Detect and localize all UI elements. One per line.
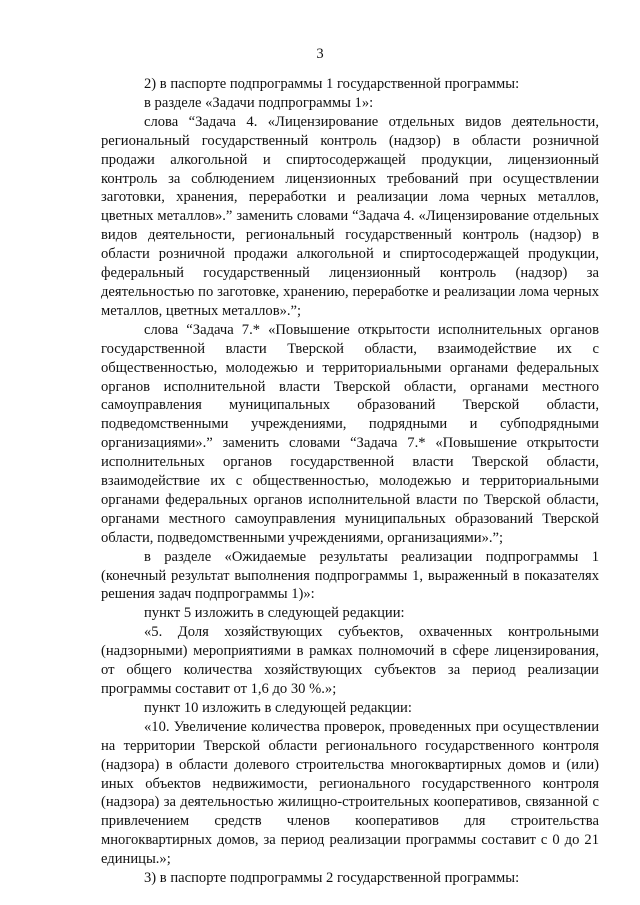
- page-number: 3: [316, 46, 324, 62]
- paragraph-task-7: слова “Задача 7.* «Повышение открытости исполнительных органов государственной власти Тверской области, взаимодействие их с общественностью, молодежью и территориальными органами федеральных органов исполнительной власти Тверской области, органами местного самоуправления муниципальных образований Тверской области, подведомственными учреждениями, подрядными и субподрядными организациями».” заменить словами “Задача 7.* «Повышение открытости исполнительных органов государственной власти Тверской области, взаимодействие их с общественностью, молодежью и территориальными органами федеральных органов исполнительной власти по Тверской области, органами местного самоуправления муниципальных образований Тверской области, подведомственными учреждениями, организациями».”;: [101, 321, 599, 546]
- document-body: [101, 75, 599, 888]
- paragraph-item-10-intro: пункт 10 изложить в следующей редакции:: [144, 699, 412, 716]
- paragraph-item-5-intro: пункт 5 изложить в следующей редакции:: [144, 605, 405, 622]
- paragraph-subprogram-1-passport: 2) в паспорте подпрограммы 1 государственной программы:: [144, 76, 520, 92]
- paragraph-tasks-section: в разделе «Задачи подпрограммы 1»:: [144, 94, 374, 111]
- paragraph-task-4: слова “Задача 4. «Лицензирование отдельных видов деятельности, региональный государственный контроль (надзор) в области розничной продажи алкогольной и спиртосодержащей продукции, лицензионный контроль за соблюдением лицензионных требований при осуществлении заготовки, хранения, переработки и реализации лома черных металлов, цветных металлов».” заменить словами “Задача 4. «Лицензирование отдельных видов деятельности, региональный государственный контроль (надзор) в области розничной продажи алкогольной и спиртосодержащей продукции, федеральный государственный лицензионный контроль (надзор) за деятельностью по заготовке, хранению, переработке и реализации лома черных металлов, цветных металлов».”;: [101, 113, 599, 319]
- paragraph-expected-results-section: в разделе «Ожидаемые результаты реализации подпрограммы 1 (конечный результат выполнения подпрограммы 1, выраженный в показателях решения задач подпрограммы 1)»:: [101, 548, 599, 603]
- paragraph-subprogram-2-passport: 3) в паспорте подпрограммы 2 государственной программы:: [144, 870, 520, 887]
- paragraph-item-5-text: «5. Доля хозяйствующих субъектов, охваченных контрольными (надзорными) мероприятиями в рамках полномочий в сфере лицензирования, от общего количества хозяйствующих субъектов за период реализации программы составит от 1,6 до 30 %.»;: [101, 624, 599, 697]
- paragraph-item-10-text: «10. Увеличение количества проверок, проведенных при осуществлении на территории Тверской области регионального государственного контроля (надзора) в области долевого строительства многоквартирных домов и (или) иных объектов недвижимости, регионального государственного контроля (надзора) за деятельностью жилищно-строительных кооперативов, связанной с привлечением средств членов кооперативов для строительства многоквартирных домов, за период реализации программы составит с 0 до 21 единицы.»;: [101, 718, 599, 868]
